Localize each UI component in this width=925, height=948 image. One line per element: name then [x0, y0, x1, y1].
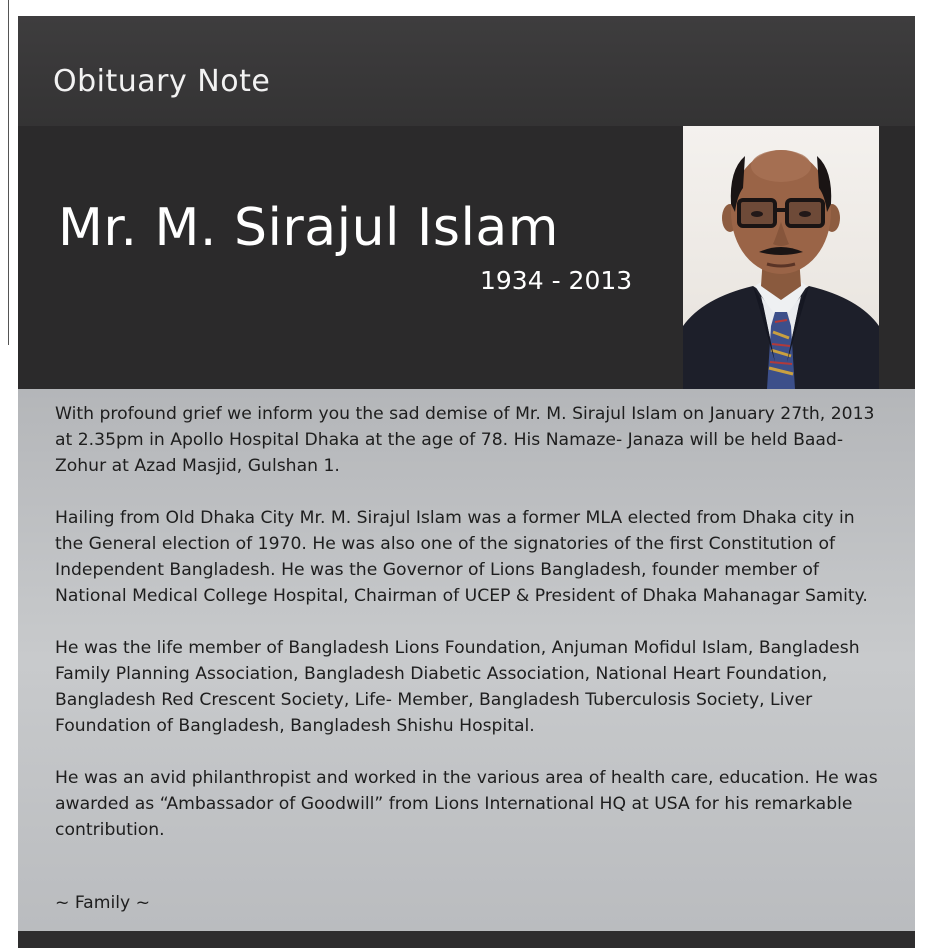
obituary-card [18, 16, 915, 948]
paragraph-announcement: With profound grief we inform you the sad demise of Mr. M. Sirajul Islam on January 27th, 2013 at 2.35pm in Apollo Hospital Dhaka at the age of 78. His Namaze- Janaza will be held Baad-Zohur at Azad Masjid, Gulshan 1. [55, 404, 875, 476]
portrait-photo [683, 126, 879, 389]
paragraph-philanthropy: He was an avid philanthropist and worked in the various area of health care, education. He was awarded as “Ambassador of Goodwill” from Lions International HQ at USA for his remarkable contribution. [55, 768, 878, 840]
paragraph-biography: Hailing from Old Dhaka City Mr. M. Sirajul Islam was a former MLA elected from Dhaka city in the General election of 1970. He was also one of the signatories of the first Constitution of Independent Bangladesh. He was the Governor of Lions Bangladesh, founder member of National Medical College Hospital, Chairman of UCEP & President of Dhaka Mahanagar Samity. [55, 508, 868, 606]
paragraph-memberships: He was the life member of Bangladesh Lions Foundation, Anjuman Mofidul Islam, Bangladesh Family Planning Association, Bangladesh Diabetic Association, National Heart Foundation, Bangladesh Red Crescent Society, Life- Member, Bangladesh Tuberculosis Society, Liver Foundation of Bangladesh, Bangladesh Shishu Hospital. [55, 638, 860, 736]
body-text [55, 401, 878, 869]
left-border-line [8, 0, 9, 345]
body-panel [18, 389, 915, 931]
life-years: 1934 - 2013 [480, 266, 633, 295]
header-band [18, 16, 915, 126]
portrait-illustration [683, 126, 879, 389]
name-band [18, 126, 915, 389]
header-title: Obituary Note [53, 64, 271, 99]
person-name: Mr. M. Sirajul Islam [58, 198, 559, 258]
footer-band [18, 931, 915, 948]
signoff: ~ Family ~ [55, 893, 151, 913]
